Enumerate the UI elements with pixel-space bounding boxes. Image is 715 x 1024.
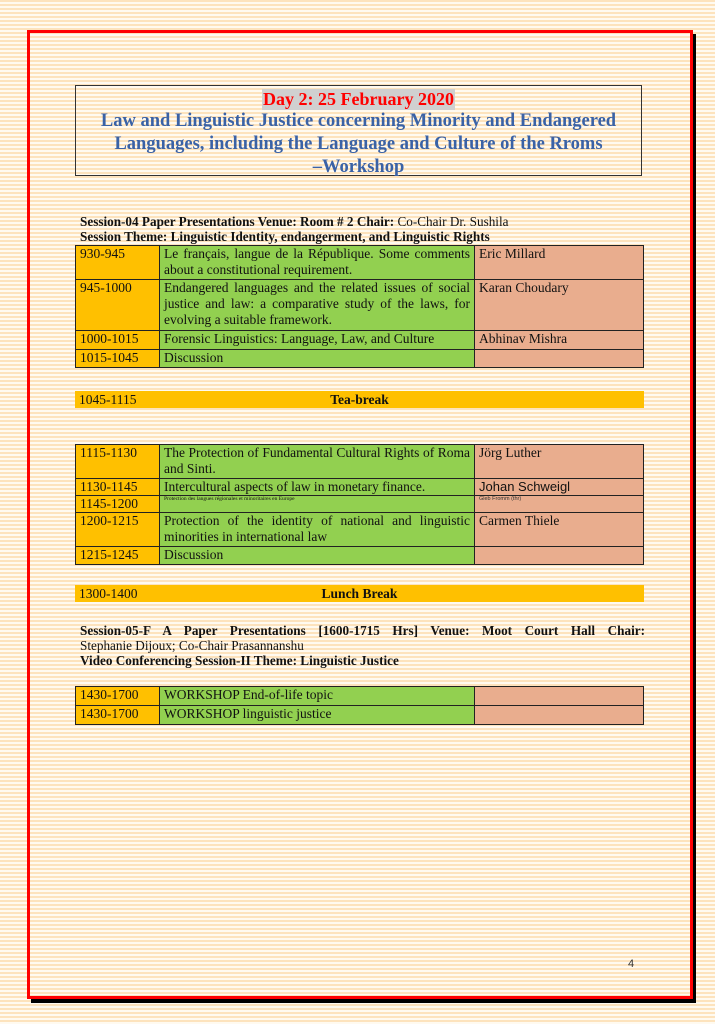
session-05-chair: Stephanie Dijoux; Co-Chair Prasannanshu [80, 638, 304, 653]
tea-break-label: Tea-break [330, 392, 389, 407]
table-row [76, 350, 644, 368]
presenter-cell: Eric Millard [475, 246, 644, 280]
table-row [76, 687, 644, 706]
session-04-venue: Session-04 Paper Presentations Venue: Room # 2 Chair: [80, 214, 395, 229]
time-cell: 1145-1200 [76, 496, 160, 513]
tea-break-bar [75, 391, 644, 408]
topic-cell: WORKSHOP End-of-life topic [160, 687, 475, 706]
topic-small-text: Protection des langues régionales et minoritaires en Europe [164, 496, 295, 502]
lunch-break-label: Lunch Break [321, 586, 398, 601]
table-row [76, 706, 644, 725]
topic-cell: Intercultural aspects of law in monetary finance. [160, 479, 475, 496]
topic-cell [160, 246, 475, 280]
presenter-cell: Carmen Thiele [475, 513, 644, 547]
session-b-table [75, 444, 644, 565]
title-line: Languages, including the Language and Culture of the Rroms [114, 134, 603, 154]
presenter-cell: Jörg Luther [475, 445, 644, 479]
table-row [76, 496, 644, 513]
presenter-small-text: Gleb Fromm (thr) [479, 496, 522, 502]
time-cell: 1215-1245 [76, 547, 160, 565]
lunch-break-time: 1300-1400 [79, 586, 138, 601]
page-number: 4 [628, 958, 635, 970]
time-cell: 1130-1145 [76, 479, 160, 496]
presenter-cell [475, 496, 644, 513]
time-cell: 1430-1700 [76, 706, 160, 725]
day-heading: Day 2: 25 February 2020 [263, 89, 454, 109]
table-row [76, 547, 644, 565]
topic-cell: Endangered languages and the related issues of social justice and law: a comparative study of the laws, for evolving a suitable framework. [160, 280, 475, 331]
title-line: Law and Linguistic Justice concerning Minority and Endangered [100, 111, 617, 131]
topic-cell [160, 496, 475, 513]
presenter-cell [475, 687, 644, 706]
topic-cell: Protection of the identity of national and linguistic minorities in international law [160, 513, 475, 547]
session-04-theme: Session Theme: Linguistic Identity, endangerment, and Linguistic Rights [80, 229, 490, 244]
topic-cell: The Protection of Fundamental Cultural Rights of Roma and Sinti. [160, 445, 475, 479]
presenter-cell: Karan Choudary [475, 280, 644, 331]
time-cell: 945-1000 [76, 280, 160, 331]
topic-cell: Forensic Linguistics: Language, Law, and Culture [160, 331, 475, 350]
presenter-cell [475, 706, 644, 725]
time-cell: 930-945 [76, 246, 160, 280]
table-row [76, 280, 644, 331]
time-cell: 1200-1215 [76, 513, 160, 547]
day-title-box [75, 85, 642, 176]
lunch-break-bar [75, 585, 644, 602]
time-cell: 1115-1130 [76, 445, 160, 479]
topic-cell: WORKSHOP linguistic justice [160, 706, 475, 725]
session-04-line1 [80, 214, 640, 229]
presenter-cell [475, 547, 644, 565]
session-05-theme: Video Conferencing Session-II Theme: Linguistic Justice [80, 653, 399, 668]
presenter-cell: Johan Schweigl [475, 479, 644, 496]
workshop-title [76, 110, 641, 179]
time-cell: 1015-1045 [76, 350, 160, 368]
presenter-cell [475, 350, 644, 368]
session-04-chair: Co-Chair Dr. Sushila [394, 214, 509, 229]
table-row [76, 513, 644, 547]
session-05-table [75, 686, 644, 725]
table-row [76, 445, 644, 479]
session-04-table [75, 245, 644, 368]
table-row [76, 246, 644, 280]
topic-bound: Le français, langue de la République. Some comments about a constitutional requirement. [164, 246, 470, 277]
topic-cell: Discussion [160, 547, 475, 565]
presenter-cell: Abhinav Mishra [475, 331, 644, 350]
session-05-heading [80, 623, 645, 668]
title-line: –Workshop [312, 157, 405, 177]
time-cell: 1430-1700 [76, 687, 160, 706]
table-row [76, 331, 644, 350]
time-cell: 1000-1015 [76, 331, 160, 350]
session-05-venue: Session-05-F A Paper Presentations [1600-1715 Hrs] Venue: Moot Court Hall Chair: [80, 623, 645, 638]
table-row [76, 479, 644, 496]
tea-break-time: 1045-1115 [79, 392, 137, 407]
session-04-heading [80, 214, 640, 244]
topic-cell: Discussion [160, 350, 475, 368]
